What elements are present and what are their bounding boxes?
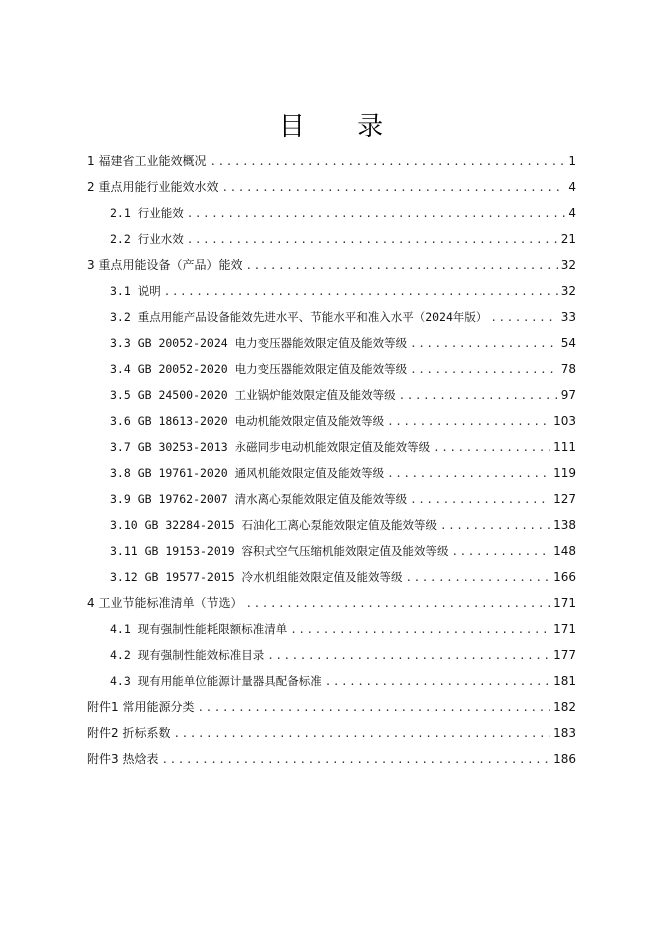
toc-entry[interactable] <box>87 255 576 275</box>
toc-leader <box>164 282 558 302</box>
toc-leader <box>161 750 550 770</box>
toc-entry-label: 4.1 现有强制性能耗限额标准清单 <box>110 622 288 636</box>
toc-entry-page: 183 <box>553 726 576 740</box>
toc-entry-page: 97 <box>560 388 576 402</box>
toc-entry-label: 3.6 GB 18613-2020 电动机能效限定值及能效等级 <box>110 414 385 428</box>
toc-leader <box>325 672 550 692</box>
toc-entry-label: 2.2 行业水效 <box>110 232 184 246</box>
toc-entry-label: 3.3 GB 20052-2024 电力变压器能效限定值及能效等级 <box>110 336 408 350</box>
toc-leader <box>410 334 558 354</box>
toc-entry-label: 附件3 热焓表 <box>87 752 159 766</box>
toc-entry[interactable] <box>110 411 576 431</box>
toc-leader <box>433 438 550 458</box>
toc-leader <box>387 412 550 432</box>
toc-entry-label: 3.5 GB 24500-2020 工业锅炉能效限定值及能效等级 <box>110 388 396 402</box>
toc-entry-label: 3.10 GB 32284-2015 石油化工离心泵能效限定值及能效等级 <box>110 518 438 532</box>
toc-entry-page: 182 <box>553 700 576 714</box>
toc-entry-page: 171 <box>553 622 576 636</box>
toc-entry-label: 3.1 说明 <box>110 284 161 298</box>
toc-entry-page: 54 <box>560 336 576 350</box>
toc-entry[interactable] <box>110 203 576 223</box>
toc-leader <box>410 490 550 510</box>
toc-entry-page: 32 <box>560 258 576 272</box>
toc-entry-label: 附件1 常用能源分类 <box>87 700 195 714</box>
toc-entry[interactable] <box>87 723 576 743</box>
toc-entry[interactable] <box>87 697 576 717</box>
toc-leader <box>387 464 550 484</box>
toc-entry[interactable] <box>110 359 576 379</box>
toc-entry[interactable] <box>87 177 576 197</box>
toc-entry-label: 3.9 GB 19762-2007 清水离心泵能效限定值及能效等级 <box>110 492 408 506</box>
toc-entry-label: 4.2 现有强制性能效标准目录 <box>110 648 265 662</box>
toc-entry[interactable] <box>110 281 576 301</box>
toc-leader <box>406 568 551 588</box>
toc-entry[interactable] <box>87 151 576 171</box>
toc-leader <box>267 646 550 666</box>
toc-leader <box>452 542 551 562</box>
toc-leader <box>173 724 550 744</box>
toc-leader <box>440 516 550 536</box>
toc-entry[interactable] <box>110 333 576 353</box>
toc-entry[interactable] <box>110 619 576 639</box>
toc-entry-page: 4 <box>568 206 576 220</box>
toc-entry-page: 171 <box>553 596 576 610</box>
toc-entry-page: 119 <box>553 466 576 480</box>
toc-entry-label: 3.2 重点用能产品设备能效先进水平、节能水平和准入水平（2024年版） <box>110 310 488 324</box>
toc-entry-page: 32 <box>560 284 576 298</box>
toc-entry-label: 3.7 GB 30253-2013 永磁同步电动机能效限定值及能效等级 <box>110 440 431 454</box>
toc-entry-label: 4 工业节能标准清单（节选） <box>87 596 243 610</box>
toc-entry-page: 111 <box>553 440 576 454</box>
toc-entry[interactable] <box>110 307 576 327</box>
toc-entry[interactable] <box>110 671 576 691</box>
page-title: 目 录 <box>278 112 406 142</box>
toc-entry-page: 166 <box>553 570 576 584</box>
toc-entry-page: 4 <box>568 180 576 194</box>
toc-leader <box>197 698 550 718</box>
toc-entry-page: 1 <box>568 154 576 168</box>
toc-entry-page: 177 <box>553 648 576 662</box>
toc-entry-page: 103 <box>553 414 576 428</box>
toc-entry[interactable] <box>110 541 576 561</box>
toc-leader <box>209 152 565 172</box>
toc-entry[interactable] <box>87 593 576 613</box>
toc-leader <box>221 178 565 198</box>
toc-leader <box>290 620 550 640</box>
toc-entry[interactable] <box>110 229 576 249</box>
toc-entry[interactable] <box>110 515 576 535</box>
toc-entry-page: 127 <box>553 492 576 506</box>
toc-entry-page: 33 <box>560 310 576 324</box>
toc-entry-page: 21 <box>560 232 576 246</box>
toc-entry-label: 3.12 GB 19577-2015 冷水机组能效限定值及能效等级 <box>110 570 403 584</box>
toc-entry[interactable] <box>110 645 576 665</box>
toc-leader <box>245 594 550 614</box>
toc-entry[interactable] <box>87 749 576 769</box>
toc-leader <box>490 308 557 328</box>
toc-entry-label: 3.4 GB 20052-2020 电力变压器能效限定值及能效等级 <box>110 362 408 376</box>
toc-leader <box>187 230 558 250</box>
toc-entry-label: 1 福建省工业能效概况 <box>87 154 207 168</box>
toc-leader <box>245 256 557 276</box>
toc-entry-label: 4.3 现有用能单位能源计量器具配备标准 <box>110 674 322 688</box>
toc-entry-label: 附件2 折标系数 <box>87 726 171 740</box>
toc-entry[interactable] <box>110 567 576 587</box>
toc-entry[interactable] <box>110 489 576 509</box>
toc-entry-label: 3.8 GB 19761-2020 通风机能效限定值及能效等级 <box>110 466 385 480</box>
toc-entry-page: 148 <box>553 544 576 558</box>
toc-leader <box>410 360 558 380</box>
toc-entry[interactable] <box>110 437 576 457</box>
toc-entry-label: 3.11 GB 19153-2019 容积式空气压缩机能效限定值及能效等级 <box>110 544 449 558</box>
toc-entry-page: 181 <box>553 674 576 688</box>
toc-entry-label: 2.1 行业能效 <box>110 206 184 220</box>
toc-entry-page: 186 <box>553 752 576 766</box>
toc-entry-page: 78 <box>560 362 576 376</box>
toc-entry-page: 138 <box>553 518 576 532</box>
toc-entry[interactable] <box>110 463 576 483</box>
toc-entry-label: 2 重点用能行业能效水效 <box>87 180 219 194</box>
toc-entry-label: 3 重点用能设备（产品）能效 <box>87 258 243 272</box>
toc-entry[interactable] <box>110 385 576 405</box>
toc-leader <box>399 386 558 406</box>
toc-leader <box>187 204 566 224</box>
